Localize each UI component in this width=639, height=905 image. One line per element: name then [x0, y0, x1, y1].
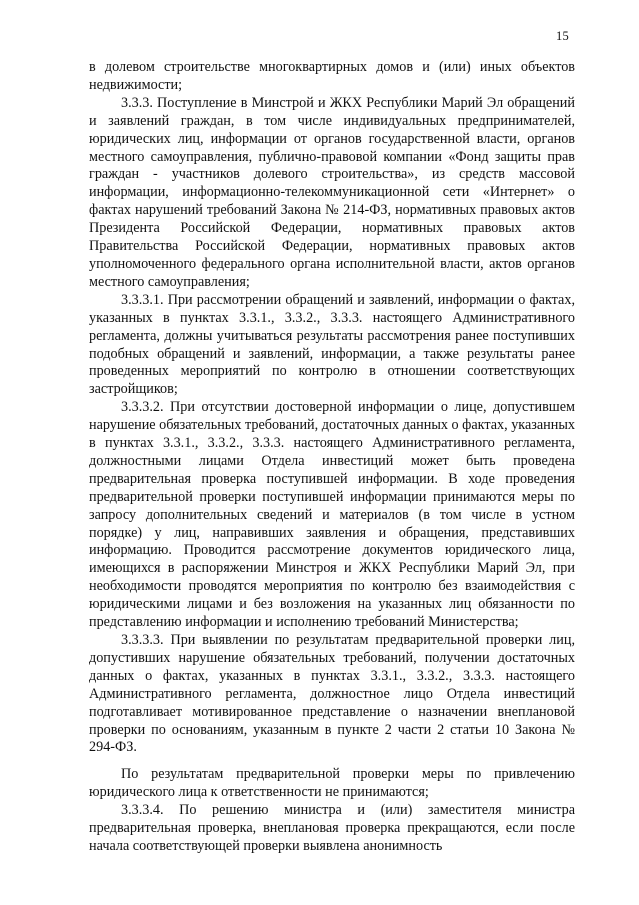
- paragraph-preliminary-check-result: По результатам предварительной проверки меры по привлечению юридического лица к ответственности не принимаются;: [89, 766, 575, 801]
- paragraph-3-3-3-3: 3.3.3.3. При выявлении по результатам предварительной проверки лиц, допустивших нарушение обязательных требований, получении достаточных данных о фактах, указанных в пунктах 3.3.1., 3.3.2., 3.3.3. настоящего Административного регламента, должностное лицо Отдела инвестиций подготавливает мотивированное представление о назначении внеплановой проверки по основаниям, указанным в пункте 2 части 2 статьи 10 Закона № 294-ФЗ.: [89, 632, 575, 756]
- paragraph-3-3-3-2: 3.3.3.2. При отсутствии достоверной информации о лице, допустившем нарушение обязательных требований, достаточных данных о фактах, указанных в пунктах 3.3.1., 3.3.2., 3.3.3. настоящего Административного регламента, должностными лицами Отдела инвестиций может быть проведена предварительная проверка поступившей информации. В ходе проведения предварительной проверки поступившей информации принимаются меры по запросу дополнительных сведений и материалов (в том числе в устном порядке) у лиц, направивших заявления и обращения, представивших информацию. Проводится рассмотрение документов юридического лица, имеющихся в распоряжении Минстроя и ЖКХ Республики Марий Эл, при необходимости проводятся мероприятия по контролю без взаимодействия с юридическими лицами и без возложения на указанных лиц обязанности по представлению информации и исполнению требований Министерства;: [89, 399, 575, 631]
- paragraph-continuation: в долевом строительстве многоквартирных домов и (или) иных объектов недвижимости;: [89, 59, 575, 93]
- paragraph-3-3-3-1: 3.3.3.1. При рассмотрении обращений и заявлений, информации о фактах, указанных в пунктах 3.3.1., 3.3.2., 3.3.3. настоящего Административного регламента, должны учитываться результаты рассмотрения ранее поступивших подобных обращений и заявлений, информации, а также результаты ранее проведенных мероприятий по контролю в отношении соответствующих застройщиков;: [89, 291, 575, 398]
- paragraph-3-3-3: 3.3.3. Поступление в Минстрой и ЖКХ Республики Марий Эл обращений и заявлений граждан, в том числе индивидуальных предпринимателей, юридических лиц, информации от органов государственной власти, органов местного самоуправления, публично-правовой компании «Фонд защиты прав граждан - участников долевого строительства», из средств массовой информации, информационно-телекоммуникационной сети «Интернет» о фактах нарушений требований Закона № 214-ФЗ, нормативных правовых актов Президента Российской Федерации, нормативных правовых актов Правительства Российской Федерации, нормативных правовых актов уполномоченного федерального органа исполнительной власти, актов органов местного самоуправления;: [89, 94, 575, 290]
- page-number: 15: [556, 29, 570, 43]
- document-body: [89, 59, 575, 856]
- paragraph-3-3-3-4: 3.3.3.4. По решению министра и (или) заместителя министра предварительная проверка, внеплановая проверка прекращаются, если после начала соответствующей проверки выявлена анонимность: [89, 802, 575, 854]
